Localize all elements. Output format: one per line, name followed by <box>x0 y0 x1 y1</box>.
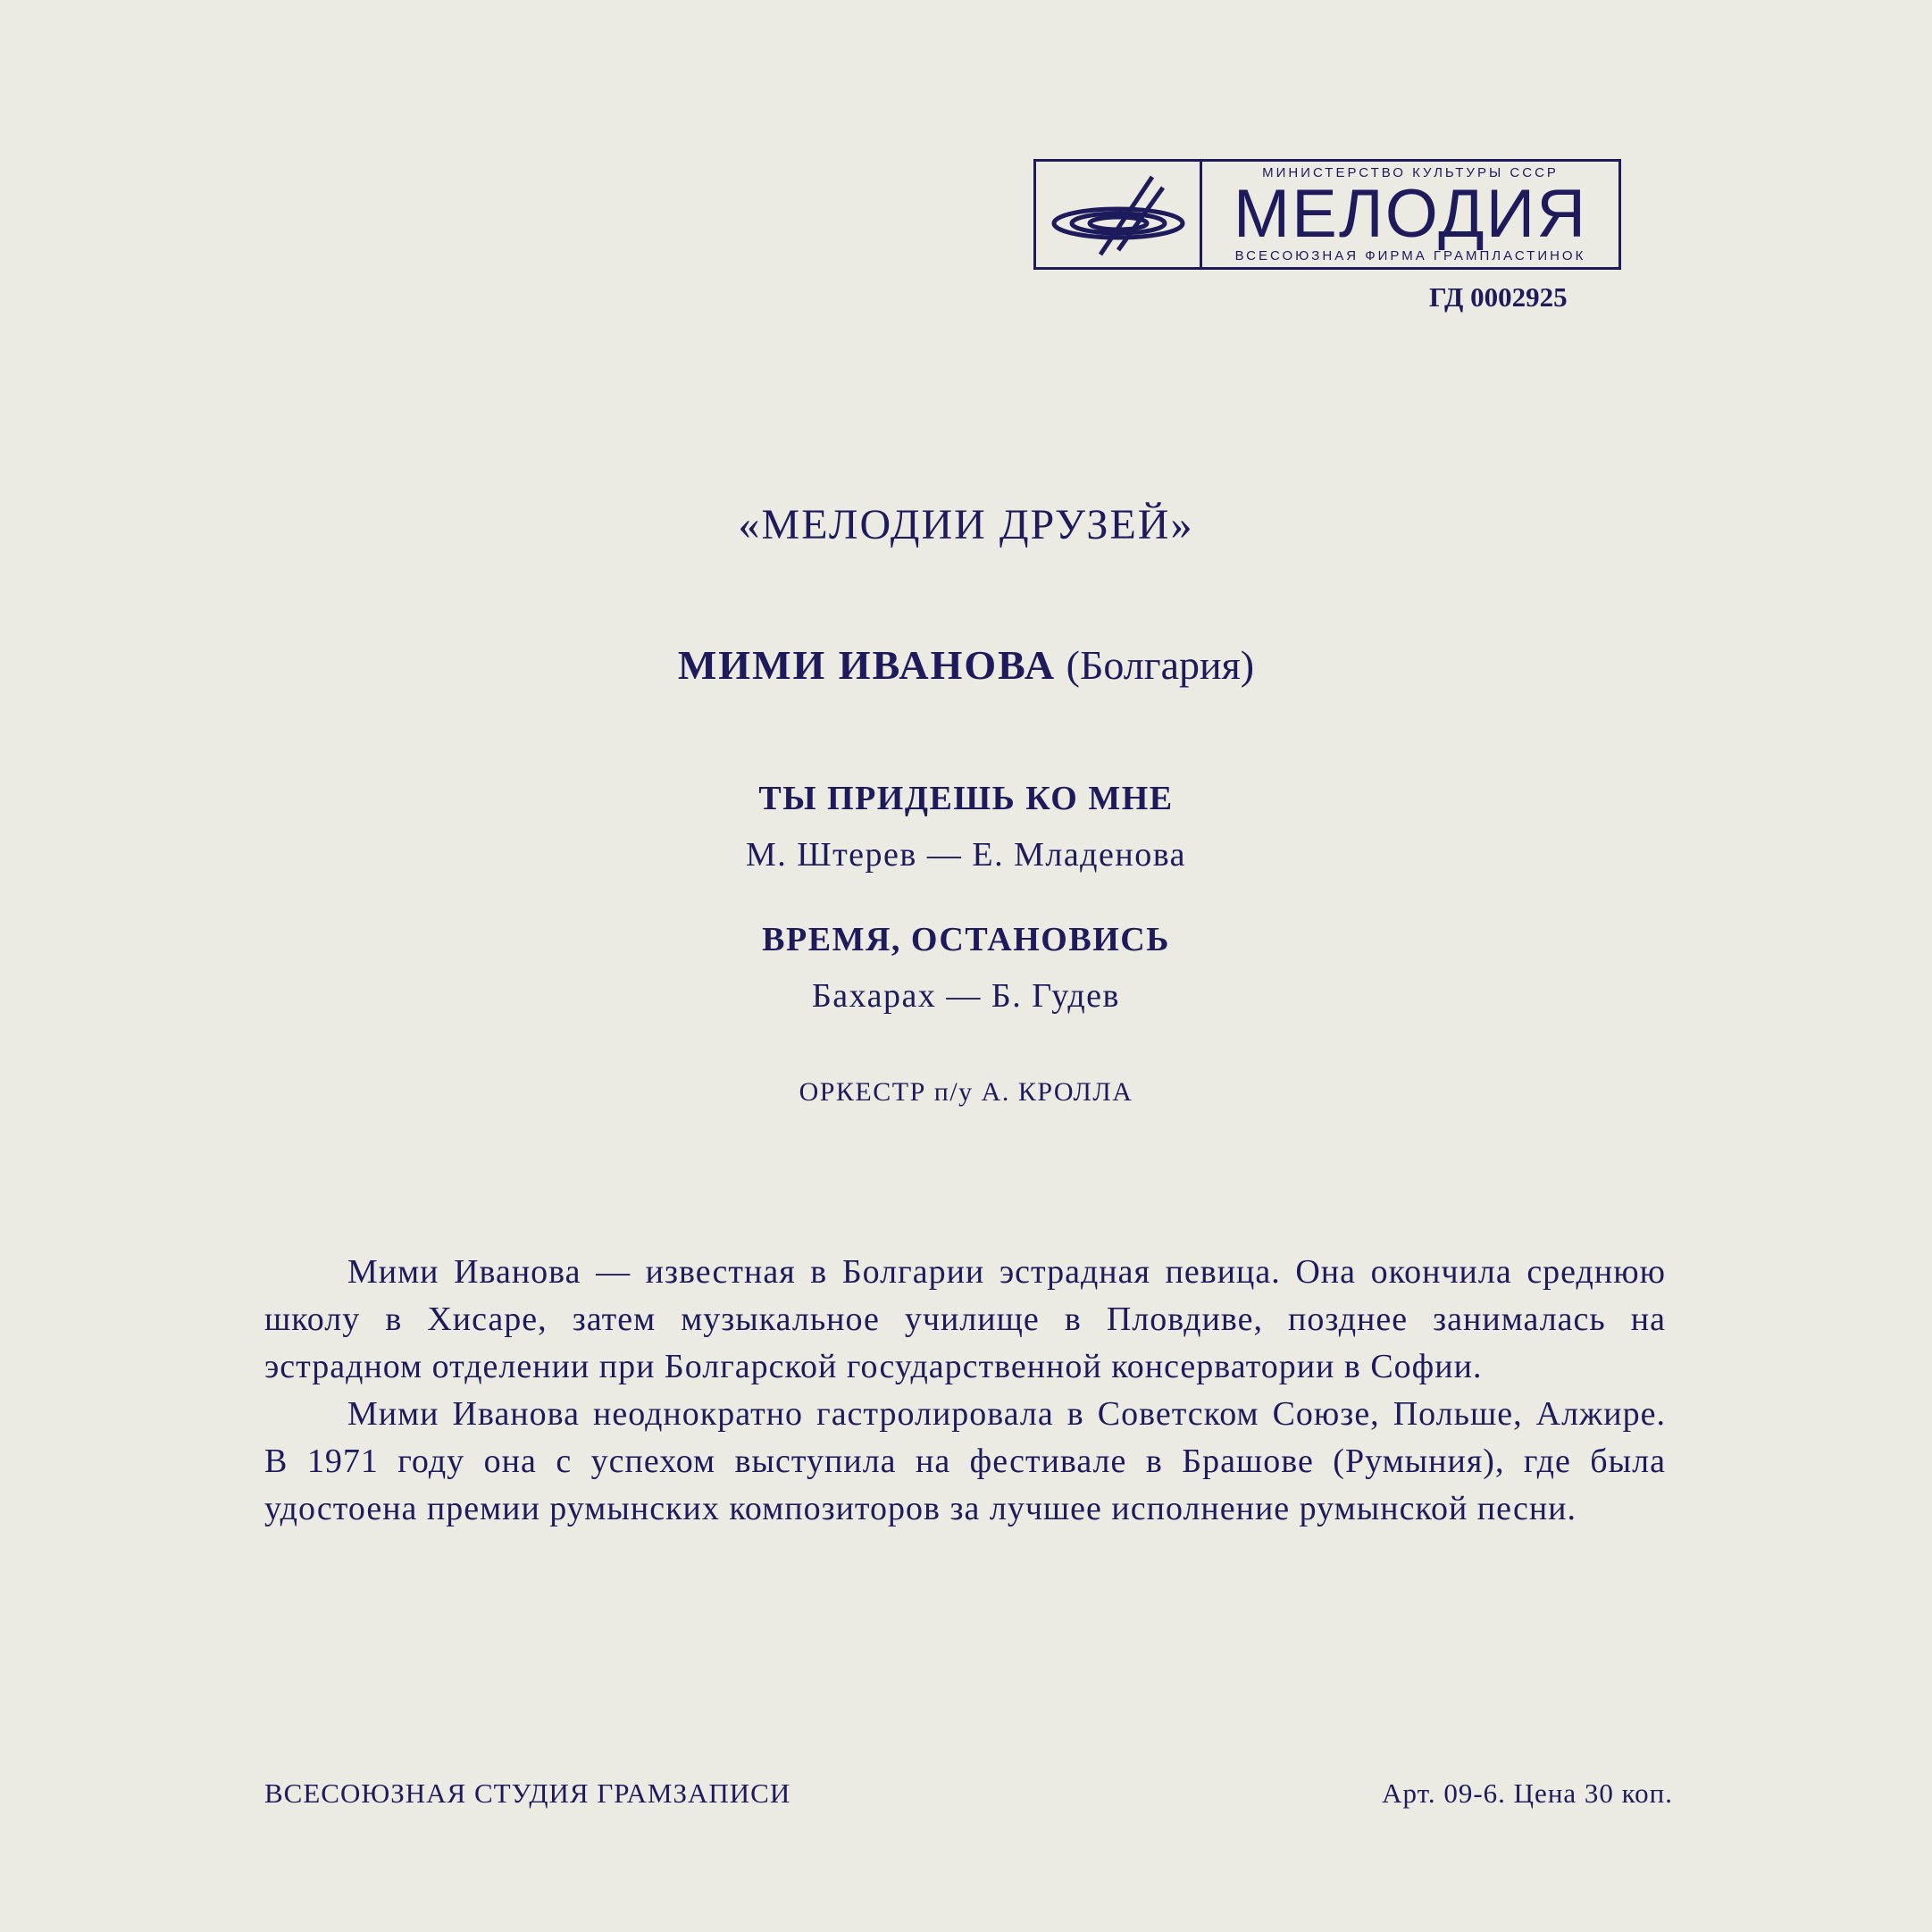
track-2-authors: Бахарах — Б. Гудев <box>811 977 1120 1015</box>
artist-name: МИМИ ИВАНОВА <box>677 642 1057 688</box>
catalog-number: ГД 0002925 <box>1429 281 1568 313</box>
artist-biography <box>264 1249 1666 1533</box>
biography-paragraph: Мими Иванова — известная в Болгарии эстрадная певица. Она окончила среднюю школу в Хисаре, затем музыкальное училище в Пловдиве, позднее занималась на эстрадном отделении при Болгарской государственной консерватории в Софии. <box>264 1253 1666 1385</box>
logo-company-text: ВСЕСОЮЗНАЯ ФИРМА ГРАМПЛАСТИНОК <box>1234 248 1586 263</box>
studio-name: ВСЕСОЮЗНАЯ СТУДИЯ ГРАМЗАПИСИ <box>264 1777 791 1809</box>
series-title: «МЕЛОДИИ ДРУЗЕЙ» <box>738 501 1194 548</box>
artist-line <box>0 641 1932 689</box>
orchestra-credit: ОРКЕСТР п/у А. КРОЛЛА <box>799 1077 1133 1107</box>
logo-brand-text: МЕЛОДИЯ <box>1233 176 1588 252</box>
track-1-title: ТЫ ПРИДЕШЬ КО МНЕ <box>758 780 1174 817</box>
price-info: Арт. 09-6. Цена 30 коп. <box>1382 1777 1673 1809</box>
biography-paragraph: Мими Иванова неоднократно гастролировала в Советском Союзе, Польше, Алжире. В 1971 году она с успехом выступила на фестивале в Брашове (Румыния), где была удостоена премии румынских композиторов за лучшее исполнение румынской песни. <box>264 1395 1666 1527</box>
melodiya-emblem-icon <box>1036 162 1202 267</box>
melodiya-logo <box>1033 159 1621 270</box>
logo-ministry-text: МИНИСТЕРСТВО КУЛЬТУРЫ СССР <box>1262 165 1559 180</box>
track-2-title: ВРЕМЯ, ОСТАНОВИСЬ <box>762 921 1170 958</box>
track-1-authors: М. Штерев — Е. Младенова <box>745 836 1187 874</box>
artist-country: (Болгария) <box>1066 642 1255 688</box>
